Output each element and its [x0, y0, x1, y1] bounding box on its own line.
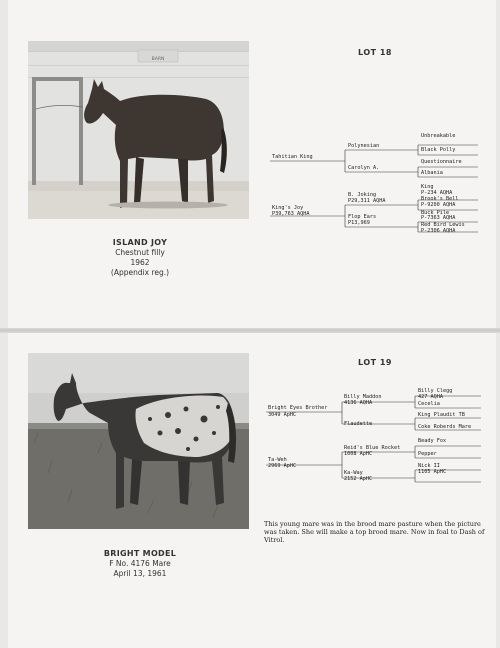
registration-number: F No. 4176 Mare	[109, 559, 171, 568]
registration-note: (Appendix reg.)	[110, 268, 170, 277]
sale-note: This young mare was in the brood mare pasture when the picture was taken. She will make a top brood mare. Now in foal to Dash of Vitrol.	[264, 520, 485, 544]
great-granddam-1: Cecelia	[418, 401, 440, 407]
great-granddam-3: Brook's Bell	[421, 196, 459, 202]
sire-registration: 3049 ApHC	[268, 412, 297, 418]
lot-19-label: LOT 19	[358, 358, 392, 367]
great-grandsire-1: Unbreakable	[421, 133, 456, 139]
dam-dam-registration: 2152 ApHC	[344, 476, 373, 482]
great-grandsire-2: Questionnaire	[421, 159, 462, 165]
dam-registration: 2969 ApHC	[268, 463, 297, 469]
great-grandsire-4: Nick II	[418, 463, 440, 469]
sire-sire-name: Billy Maddon	[344, 394, 382, 400]
horse-year: 1962	[130, 258, 150, 267]
horse-name: ISLAND JOY	[112, 238, 168, 247]
dam-dam-name: Flop Ears	[348, 214, 377, 220]
horse-description: Chestnut filly	[115, 248, 165, 257]
great-granddam-3: Pepper	[418, 451, 437, 457]
dam-dam-registration: P13,969	[348, 220, 370, 226]
great-grandsire-3: King	[421, 184, 434, 190]
dam-name: King's Joy	[272, 205, 304, 211]
great-granddam-4: Red Bird Lewis	[421, 222, 465, 228]
dam-sire-name: Reid's Blue Rocket	[344, 445, 401, 451]
sire-name: Tahitian King	[272, 154, 313, 160]
sire-dam-name: Carolyn A.	[348, 165, 380, 171]
great-granddam-3-registration: P-9200 AQHA	[421, 202, 456, 208]
great-grandsire-1-registration: 427 AQHA	[418, 394, 443, 400]
horse-name: BRIGHT MODEL	[103, 549, 177, 558]
great-granddam-4-registration: P-2306 AQHA	[421, 228, 456, 234]
great-grandsire-4-registration: P-7363 AQHA	[421, 215, 456, 221]
dam-name: Ta-Weh	[268, 457, 287, 463]
great-granddam-2: Albania	[421, 170, 443, 176]
great-granddam-2: Coke Roberds Mare	[418, 424, 472, 430]
great-grandsire-2: King Plaudit TB	[418, 412, 465, 418]
dam-sire-registration: 1008 ApHC	[344, 451, 373, 457]
great-grandsire-4-registration: 1105 ApHC	[418, 469, 447, 475]
sire-sire-name: Polynesian	[348, 143, 380, 149]
great-grandsire-3: Beady Fox	[418, 438, 447, 444]
sire-sire-registration: 4136 AQHA	[344, 400, 373, 406]
barn-sign: BARN	[151, 57, 165, 62]
sire-dam-name: Flaudette	[344, 421, 373, 427]
great-granddam-1: Black Polly	[421, 147, 456, 153]
great-grandsire-3-registration: P-234 AQHA	[421, 190, 453, 196]
lot-18-label: LOT 18	[358, 48, 392, 57]
foaling-date: April 13, 1961	[113, 569, 167, 578]
dam-registration: P39,763 AQHA	[272, 211, 310, 217]
great-grandsire-4: Buck Pile	[421, 210, 450, 216]
great-grandsire-1: Billy Clegg	[418, 388, 453, 394]
dam-sire-name: B. Joking	[348, 192, 377, 198]
dam-sire-registration: P29,311 AQHA	[348, 198, 386, 204]
sire-name: Bright Eyes Brother	[268, 405, 328, 411]
dam-dam-name: Ka-Way	[344, 470, 363, 476]
